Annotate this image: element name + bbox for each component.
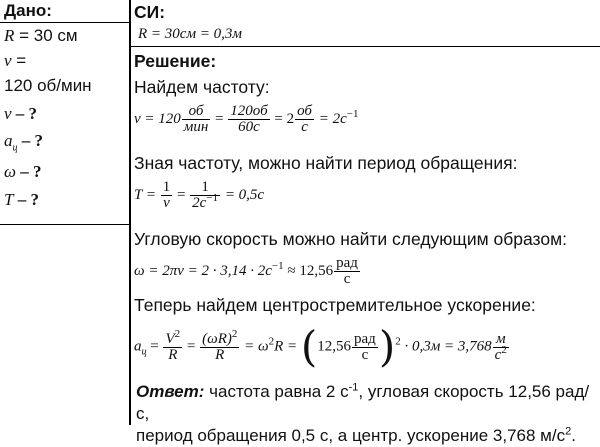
step2-formula: T = $\frac{1}{\nu}$ = $\frac{1}{2с^{-1}}$ = 0,5с [134,179,265,211]
frequency-symbol: ν [4,51,12,70]
solution-header: Решение: [134,51,217,71]
given-divider-rule [0,224,130,225]
step4-formula: $a_ц$ = $\frac{V^2}{R}$ = $\frac{(\omega R)^2}{R}$ = $\omega^2R = (12,56$ $\frac{\text{рад}}{с}$ )$^2$ · 0,3м = 3,768 $\frac{м}{с^2}$ [134,322,507,371]
radius-value: = 30 см [14,26,78,45]
si-conversion: R = 30см = 0,3м [138,26,242,42]
unknown-frequency: ν – ? [4,104,38,123]
given-frequency [4,51,26,71]
given-header-rule [0,22,130,23]
radius-symbol: R [4,26,15,45]
unknown-angular-velocity: ω – ? [4,162,42,181]
column-divider [129,0,131,425]
answer-label: Ответ: [136,382,205,401]
given-frequency-value: 120 об/мин [4,76,92,95]
step3-formula: $\omega = 2\pi\nu = 2 \cdot 3,14 \cdot 2с^{-1} \approx 12,56$ $\frac{\text{рад}}{с}$ [134,255,358,287]
given-radius [4,26,78,46]
frequency-equals: = [11,51,27,70]
si-header: СИ: [134,2,166,22]
step4-text: Теперь найдем центростремительное ускорение: [134,295,536,315]
unknown-acceleration: $a_ц$ – ? [4,131,43,154]
step2-text: Зная частоту, можно найти период обращения: [134,153,518,173]
given-header: Дано: [4,1,52,20]
step1-text: Найдем частоту: [134,77,270,97]
answer-block: Ответ: частота равна 2 $с^{-1}$, угловая скорость 12,56 рад/с, период обращения 0,5 с, а центр. ускорение 3,768 $м/с^2$. [136,381,590,445]
si-divider-rule [131,46,600,47]
step3-text: Угловую скорость можно найти следующим образом: [134,229,567,249]
unknown-period: T – ? [4,190,39,209]
step1-formula: ν = 120 $\frac{об}{\text{мин}}$ = $\frac{120об}{60с}$ = 2 $\frac{об}{с}$ = $2с^{-1}$ [134,103,359,135]
